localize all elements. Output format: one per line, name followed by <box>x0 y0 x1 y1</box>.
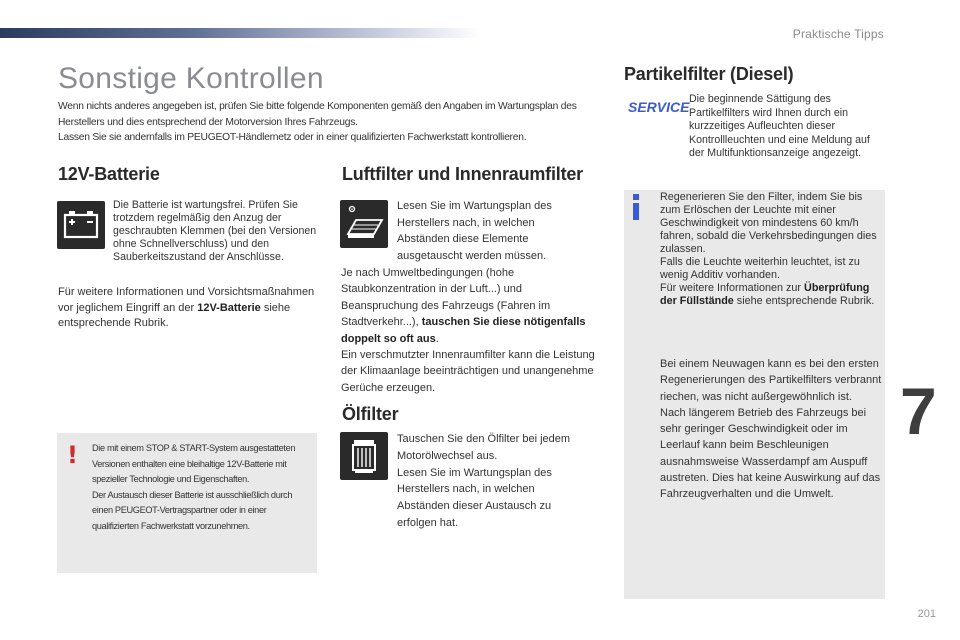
oil-filter-icon <box>340 432 388 480</box>
intro-text <box>58 99 618 146</box>
info-paragraph-1: Regenerieren Sie den Filter, indem Sie bis zum Erlöschen der Leuchte mit einer Geschwindigkeit von mindestens 60 km/h fahren, sobald die Verkehrsbedingungen dies zulassen. <box>660 191 877 255</box>
oilfilter-text <box>397 431 577 532</box>
exclamation-icon: ! <box>67 441 78 469</box>
particle-description: Die beginnende Sättigung des Partikelfilters wird Ihnen durch ein kurzzeitiges Aufleuchten dieser Kontrollleuchten und eine Meldung auf der Multifunktionsanzeige angezeigt. <box>689 93 870 159</box>
info-text-block-2 <box>660 356 882 503</box>
warning-text <box>92 441 312 535</box>
air-filter-icon <box>340 200 388 248</box>
airfilter-body-2: Ein verschmutzter Innenraumfilter kann die Leistung der Klimaanlage beeinträchtigen und unangenehme Gerüche erzeugen. <box>341 349 595 394</box>
particle-text <box>689 93 879 161</box>
airfilter-body-bold: tauschen Sie diese nötigenfalls doppelt so oft aus <box>341 316 586 345</box>
info-icon <box>629 194 643 222</box>
service-warning-icon <box>626 97 690 117</box>
airfilter-heading: Luftfilter und Innenraumfilter <box>342 164 583 184</box>
airfilter-text <box>397 198 587 264</box>
info-paragraph-4: Bei einem Neuwagen kann es bei den ersten Regenerierungen des Partikelfilters verbrannt riechen, was nicht außergewöhnlich ist. <box>660 358 882 403</box>
header-gradient-bar <box>0 28 480 38</box>
intro-paragraph-2: Lassen Sie sie andernfalls im PEUGEOT-Händlernetz oder in einer qualifizierten Fachwerkstatt kontrollieren. <box>58 132 527 144</box>
battery-text <box>113 199 323 264</box>
page-number: 201 <box>917 608 936 620</box>
battery-description: Die Batterie ist wartungsfrei. Prüfen Sie trotzdem regelmäßig den Anzug der geschraubten Klemmen (bei den Versionen ohne Schnellverschluss) und den Sauberkeitszustand der Anschlüsse. <box>113 199 317 263</box>
info-paragraph-5: Nach längerem Betrieb des Fahrzeugs bei sehr geringer Geschwindigkeit oder im Leerlauf kann beim Beschleunigen ausnahmsweise Wasserdampf am Auspuff austreten. Dies hat keine Auswirkung auf das Fahrzeugverhalten und die Umwelt. <box>660 406 881 501</box>
battery-more-bold: 12V-Batterie <box>197 301 261 314</box>
airfilter-body-pre: Je nach Umweltbedingungen (hohe Staubkonzentration in der Luft...) und Beanspruchung des Fahrzeugs (Fahren im Stadtverkehr...), <box>341 267 551 329</box>
particle-heading: Partikelfilter (Diesel) <box>624 64 794 84</box>
info-paragraph-2: Falls die Leuchte weiterhin leuchtet, ist zu wenig Additiv vorhanden. <box>660 256 860 281</box>
warning-paragraph-2: Der Austausch dieser Batterie ist ausschließlich durch einen PEUGEOT-Vertragspartner oder in einer qualifizierten Fachwerkstatt vorzunehmen. <box>92 489 293 531</box>
airfilter-description: Lesen Sie im Wartungsplan des Herstellers nach, in welchen Abständen diese Elemente ausgetauscht werden müssen. <box>397 200 552 262</box>
info-paragraph-3-pre: Für weitere Informationen zur <box>660 282 805 294</box>
battery-more-post: siehe entsprechende Rubrik. <box>58 301 291 329</box>
service-label: SERVICE <box>628 99 690 115</box>
intro-paragraph-1: Wenn nichts anderes angegeben ist, prüfen Sie bitte folgende Komponenten gemäß den Angaben im Wartungsplan des Herstellers und dies entsprechend der Motorversion Ihres Fahrzeugs. <box>58 101 577 128</box>
oilfilter-heading: Ölfilter <box>342 404 399 424</box>
chapter-number: 7 <box>900 374 937 448</box>
info-text-block-1 <box>660 191 880 308</box>
battery-heading: 12V-Batterie <box>58 164 160 184</box>
oilfilter-text-2: Lesen Sie im Wartungsplan des Herstellers nach, in welchen Abständen dieser Austausch zu erfolgen hat. <box>397 466 552 529</box>
info-paragraph-3-post: siehe entsprechende Rubrik. <box>733 295 875 307</box>
page-title: Sonstige Kontrollen <box>58 62 324 95</box>
airfilter-body-post: . <box>435 332 439 345</box>
info-paragraph-3-bold: Überprüfung der Füllstände <box>660 282 870 307</box>
battery-more-pre: Für weitere Informationen und Vorsichtsmaßnahmen vor jeglichem Eingriff an der <box>58 286 315 314</box>
section-title: Praktische Tipps <box>792 27 884 41</box>
airfilter-body <box>341 265 601 396</box>
battery-more-info <box>58 285 320 332</box>
warning-paragraph-1: Die mit einem STOP & START-System ausgestatteten Versionen enthalten eine bleihaltige 12V-Batterie mit spezieller Technologie und Eigenschaften. <box>92 443 296 485</box>
battery-icon <box>57 201 105 249</box>
oilfilter-text-1: Tauschen Sie den Ölfilter bei jedem Motorölwechsel aus. <box>397 433 571 462</box>
